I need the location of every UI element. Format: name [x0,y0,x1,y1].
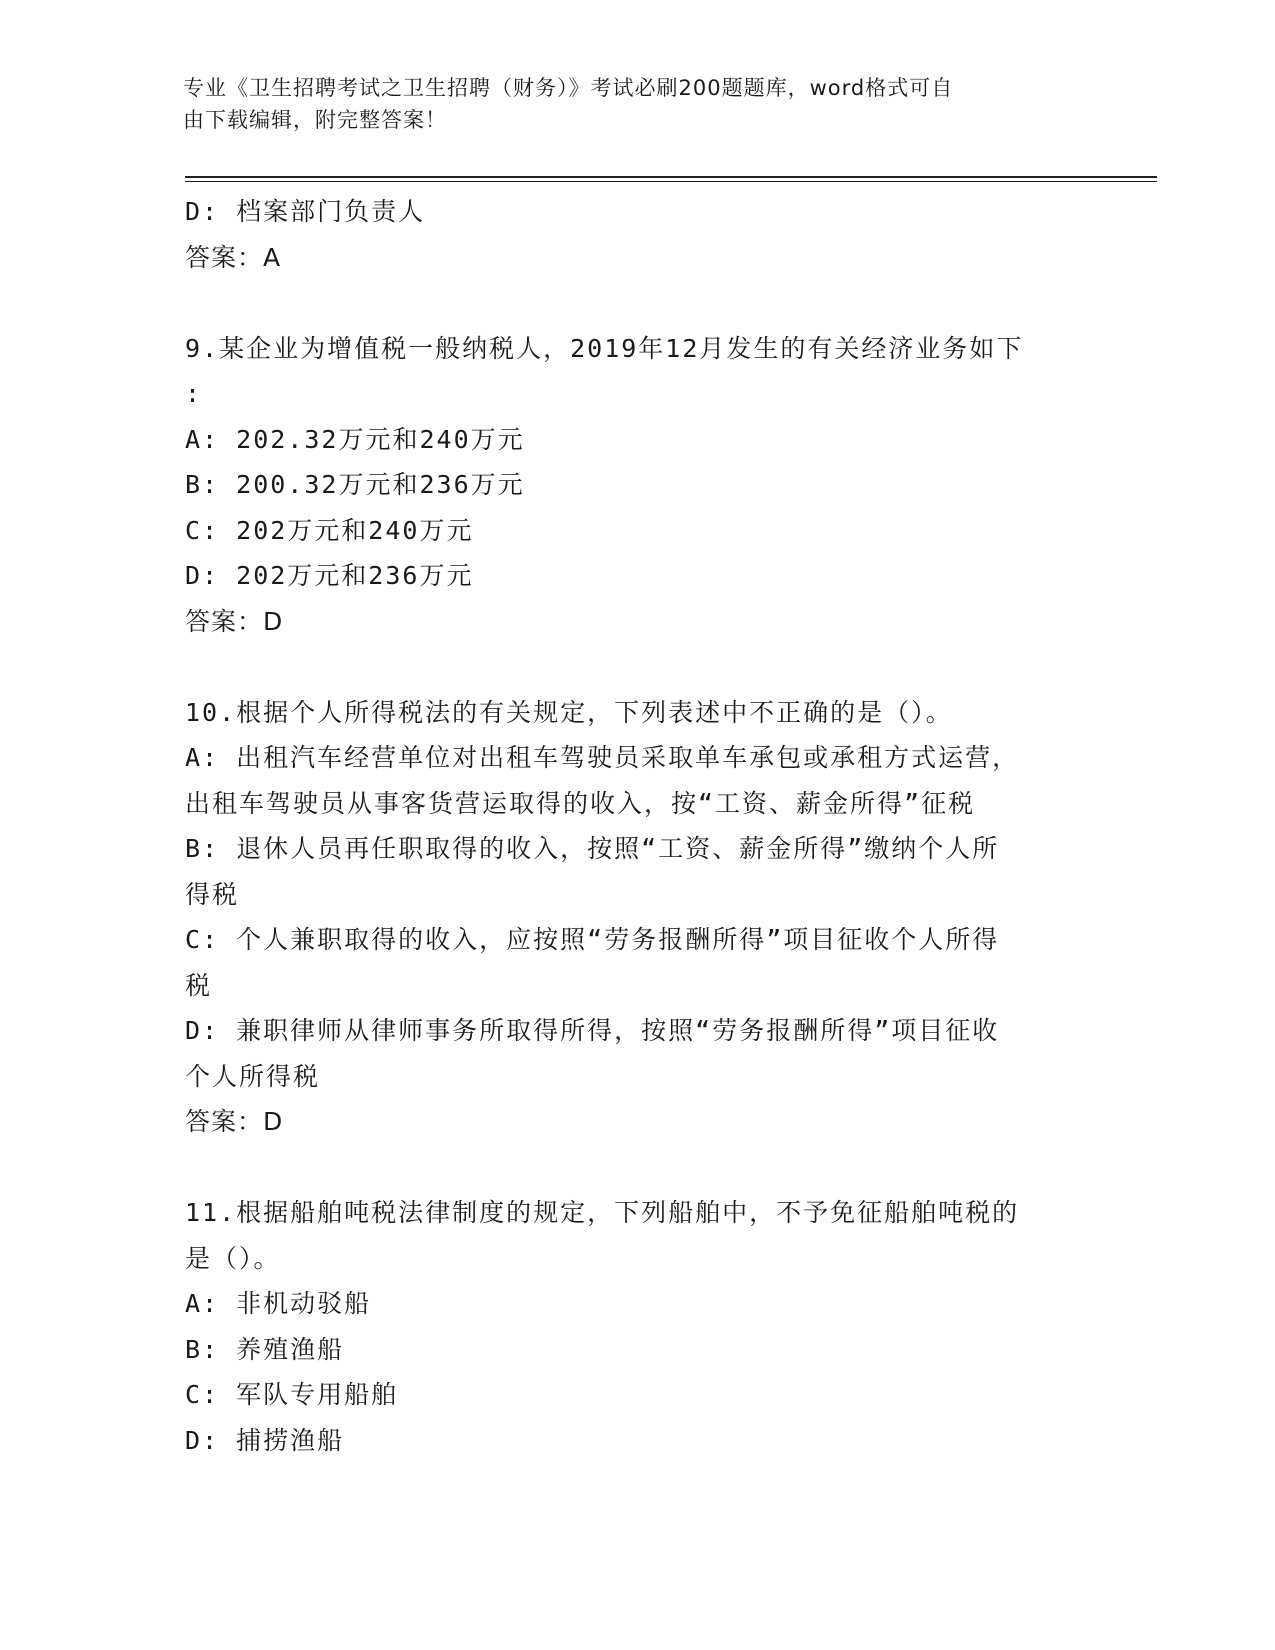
q10-option-b-line-1: B: 退休人员再任职取得的收入，按照“工资、薪金所得”缴纳个人所 [185,834,1000,863]
q10-option-c-line-1: C: 个人兼职取得的收入，应按照“劳务报酬所得”项目征收个人所得 [185,925,1000,954]
spacer [185,1145,1085,1191]
q11-stem-line-1: 11.根据船舶吨税法律制度的规定，下列船舶中，不予免征船舶吨税的 [185,1198,1020,1227]
q10-option-d-line-1: D: 兼职律师从律师事务所取得所得，按照“劳务报酬所得”项目征收 [185,1016,1000,1045]
q10-option-b-line-2: 得税 [185,879,240,909]
q10-stem: 10.根据个人所得税法的有关规定，下列表述中不正确的是（）。 [185,697,953,727]
q10-option-d-line-2: 个人所得税 [185,1061,321,1091]
q9-option-a: A: 202.32万元和240万元 [185,424,525,454]
q11-stem-line-2: 是（）。 [185,1243,281,1273]
question-8-block [185,189,1085,280]
q9-answer: 答案：D [185,606,284,636]
header-divider-thin [185,181,1157,182]
header-line-1: 专业《卫生招聘考试之卫生招聘（财务）》考试必刷200题题库，word格式可自 [183,76,954,100]
header-divider-thick [185,176,1157,178]
q10-option-a-line-1: A: 出租汽车经营单位对出租车驾驶员采取单车承包或承租方式运营， [185,743,1020,772]
q10-option-c-line-2: 税 [185,970,213,1000]
q11-option-a: A: 非机动驳船 [185,1289,372,1318]
q9-option-d: D: 202万元和236万元 [185,561,474,590]
q10-option-a-line-2: 出租车驾驶员从事客货营运取得的收入，按“工资、薪金所得”征税 [185,788,976,818]
q11-option-d: D: 捕捞渔船 [185,1425,345,1455]
q8-answer: 答案：A [185,242,282,272]
question-10-block [185,690,1085,1145]
header-line-2: 由下载编辑，附完整答案！ [183,108,447,132]
q9-option-b: B: 200.32万元和236万元 [185,470,525,499]
question-11-block [185,1190,1085,1463]
question-9-block [185,326,1085,645]
q11-option-c: C: 军队专用船舶 [185,1380,399,1409]
spacer [185,280,1085,326]
q9-stem-line-1: 9.某企业为增值税一般纳税人，2019年12月发生的有关经济业务如下 [185,333,1024,363]
q10-answer: 答案：D [185,1107,284,1136]
q9-option-c: C: 202万元和240万元 [185,515,474,545]
q8-option-d: D: 档案部门负责人 [185,197,426,226]
q11-option-b: B: 养殖渔船 [185,1334,345,1364]
q9-stem-line-2: : [185,379,203,408]
question-content [185,189,1085,1463]
page-header [183,72,1063,136]
spacer [185,644,1085,690]
